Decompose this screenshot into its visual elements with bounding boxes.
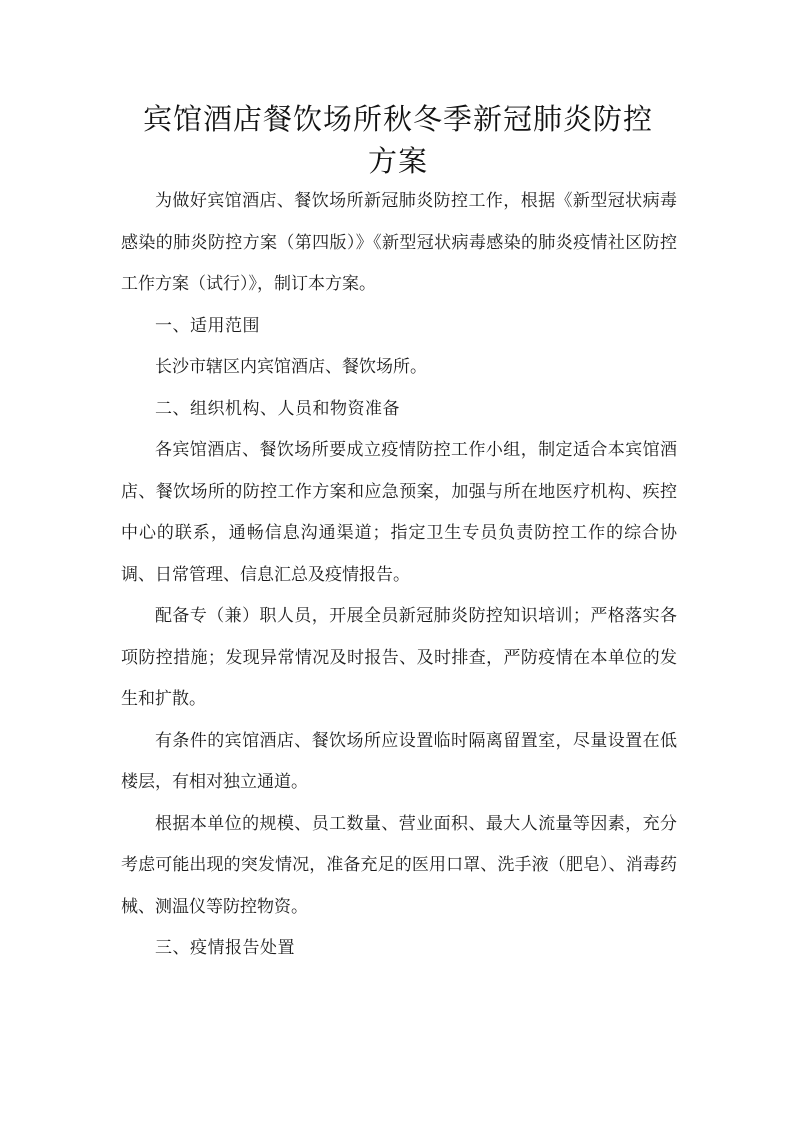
section-heading-organization: 二、组织机构、人员和物资准备 bbox=[155, 398, 400, 419]
paragraph-working-group: 各宾馆酒店、餐饮场所要成立疫情防控工作小组，制定适合本宾馆酒店、餐饮场所的防控工作方案和应急预案，加强与所在地医疗机构、疾控中心的联系，通畅信息沟通渠道；指定卫生专员负责防控工作的综合协调、日常管理、信息汇总及疫情报告。 bbox=[121, 440, 677, 585]
paragraph-isolation-room: 有条件的宾馆酒店、餐饮场所应设置临时隔离留置室，尽量设置在低楼层，有相对独立通道。 bbox=[121, 730, 677, 792]
paragraph-intro: 为做好宾馆酒店、餐饮场所新冠肺炎防控工作，根据《新型冠状病毒感染的肺炎防控方案（第四版）》《新型冠状病毒感染的肺炎疫情社区防控工作方案（试行）》，制订本方案。 bbox=[121, 191, 677, 294]
paragraph-supplies: 根据本单位的规模、员工数量、营业面积、最大人流量等因素，充分考虑可能出现的突发情况，准备充足的医用口罩、洗手液（肥皂）、消毒药械、测温仪等防控物资。 bbox=[121, 813, 677, 917]
paragraph-staff-training: 配备专（兼）职人员，开展全员新冠肺炎防控知识培训；严格落实各项防控措施；发现异常情况及时报告、及时排查，严防疫情在本单位的发生和扩散。 bbox=[121, 606, 677, 709]
document-body bbox=[121, 181, 677, 970]
section-heading-reporting: 三、疫情报告处置 bbox=[155, 938, 295, 958]
document-title-line-1: 宾馆酒店餐饮场所秋冬季新冠肺炎防控 bbox=[142, 102, 653, 136]
document-title-line-2: 方案 bbox=[367, 144, 428, 178]
section-heading-scope: 一、适用范围 bbox=[155, 315, 260, 336]
paragraph-scope: 长沙市辖区内宾馆酒店、餐饮场所。 bbox=[155, 357, 427, 377]
